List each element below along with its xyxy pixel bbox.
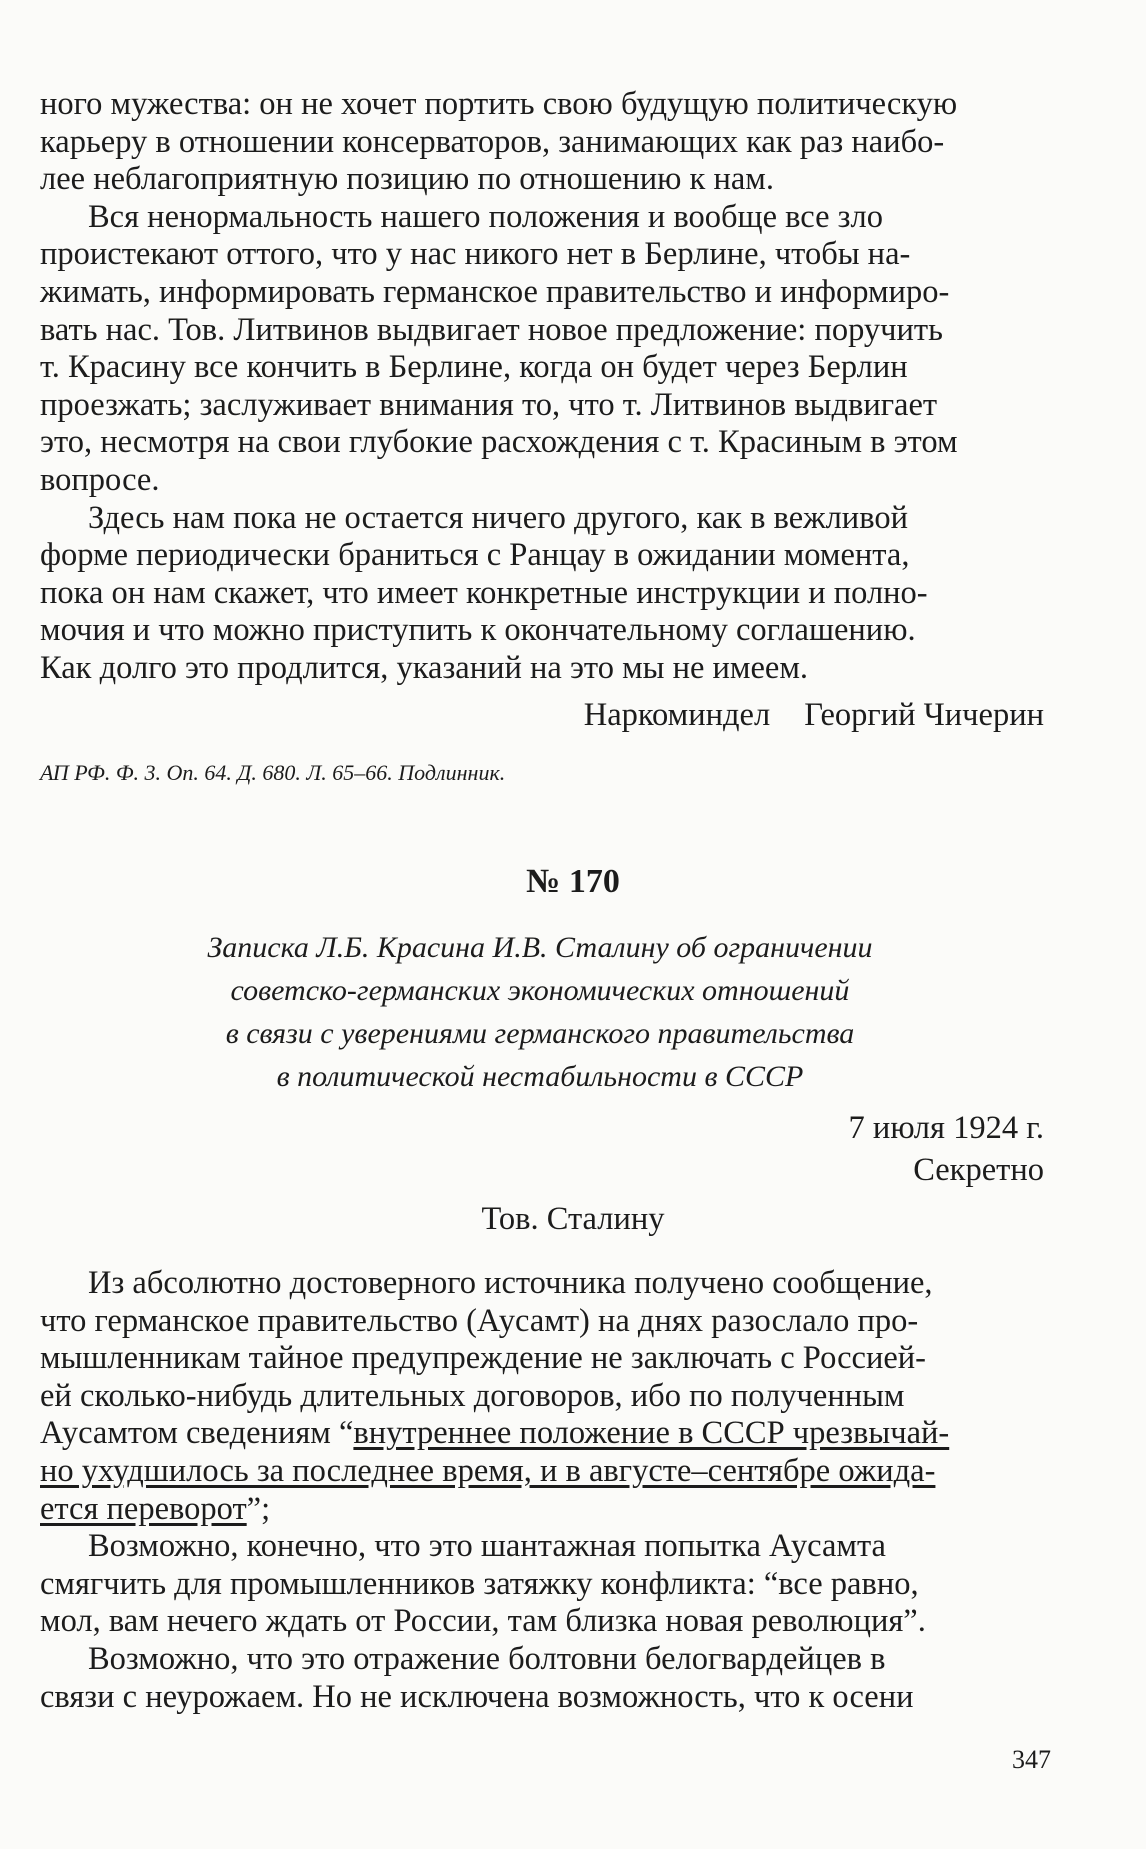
text-line: это, несмотря на свои глубокие расхождения с т. Красиным в этом bbox=[40, 424, 958, 461]
document-body bbox=[40, 1265, 1040, 1716]
underlined-quote: внутреннее положение в СССР чрезвычай- bbox=[353, 1415, 950, 1452]
text-span: ”; bbox=[246, 1490, 271, 1527]
text-line: лее неблагоприятную позицию по отношению к нам. bbox=[40, 161, 774, 198]
text-line: Из абсолютно достоверного источника получено сообщение, bbox=[88, 1265, 933, 1301]
classification-mark: Секретно bbox=[913, 1152, 1044, 1188]
text-line bbox=[40, 1415, 1040, 1453]
document-title bbox=[40, 926, 1040, 1098]
text-line: Здесь нам пока не остается ничего другого, как в вежливой bbox=[88, 499, 908, 536]
signature-position: Наркоминдел bbox=[583, 697, 771, 733]
text-line: жимать, информировать германское правительство и информиро- bbox=[40, 273, 950, 310]
text-line: т. Красину все кончить в Берлине, когда он будет через Берлин bbox=[40, 349, 908, 386]
title-line: в связи с уверениями германского правительства bbox=[225, 1017, 855, 1050]
text-line: Вся ненормальность нашего положения и вообще все зло bbox=[88, 198, 883, 235]
text-line bbox=[40, 1453, 1040, 1491]
addressee: Тов. Сталину bbox=[481, 1201, 665, 1237]
text-line: карьеру в отношении консерваторов, занимающих как раз наибо- bbox=[40, 123, 945, 160]
text-line: Возможно, что это отражение болтовни белогвардейцев в bbox=[88, 1640, 886, 1677]
underlined-quote: ется переворот bbox=[40, 1490, 247, 1527]
text-line: вать нас. Тов. Литвинов выдвигает новое предложение: поручить bbox=[40, 311, 943, 348]
text-line: Возможно, конечно, что это шантажная попытка Аусамта bbox=[88, 1528, 886, 1565]
text-line: форме периодически браниться с Ранцау в ожидании момента, bbox=[40, 537, 910, 574]
document-date: 7 июля 1924 г. bbox=[848, 1110, 1044, 1146]
underlined-quote: но ухудшилось за последнее время, и в августе–сентябре ожида- bbox=[40, 1452, 936, 1489]
text-line: что германское правительство (Аусамт) на днях разослало про- bbox=[40, 1302, 919, 1339]
text-line: ного мужества: он не хочет портить свою будущую политическую bbox=[40, 86, 958, 122]
text-line: связи с неурожаем. Но не исключена возможность, что к осени bbox=[40, 1678, 914, 1715]
document-number: № 170 bbox=[526, 863, 620, 900]
text-line: Как долго это продлится, указаний на это мы не имеем. bbox=[40, 649, 809, 686]
title-line: Записка Л.Б. Красина И.В. Сталину об ограничении bbox=[207, 931, 873, 964]
text-line: мочия и что можно приступить к окончательному соглашению. bbox=[40, 612, 916, 649]
signature-name: Георгий Чичерин bbox=[804, 697, 1044, 733]
title-line: советско-германских экономических отношений bbox=[230, 974, 850, 1007]
text-line: вопросе. bbox=[40, 461, 160, 498]
archive-reference: АП РФ. Ф. 3. Оп. 64. Д. 680. Л. 65–66. Подлинник. bbox=[40, 760, 506, 785]
text-line: проистекают оттого, что у нас никого нет в Берлине, чтобы на- bbox=[40, 236, 911, 273]
signature bbox=[584, 697, 1044, 734]
text-span: Аусамтом сведениям “ bbox=[40, 1415, 354, 1452]
text-line: проезжать; заслуживает внимания то, что т. Литвинов выдвигает bbox=[40, 386, 938, 423]
preceding-text-block bbox=[40, 86, 1040, 688]
text-line: ей сколько-нибудь длительных договоров, ибо по полученным bbox=[40, 1377, 905, 1414]
text-line: мышленникам тайное предупреждение не заключать с Россией- bbox=[40, 1340, 927, 1377]
text-line: мол, вам нечего ждать от России, там близка новая революция”. bbox=[40, 1603, 926, 1640]
text-line: пока он нам скажет, что имеет конкретные инструкции и полно- bbox=[40, 574, 928, 611]
title-line: в политической нестабильности в СССР bbox=[276, 1060, 804, 1093]
page-number: 347 bbox=[1012, 1745, 1051, 1774]
text-line bbox=[40, 1491, 1040, 1529]
text-line: смягчить для промышленников затяжку конфликта: “все равно, bbox=[40, 1565, 919, 1602]
